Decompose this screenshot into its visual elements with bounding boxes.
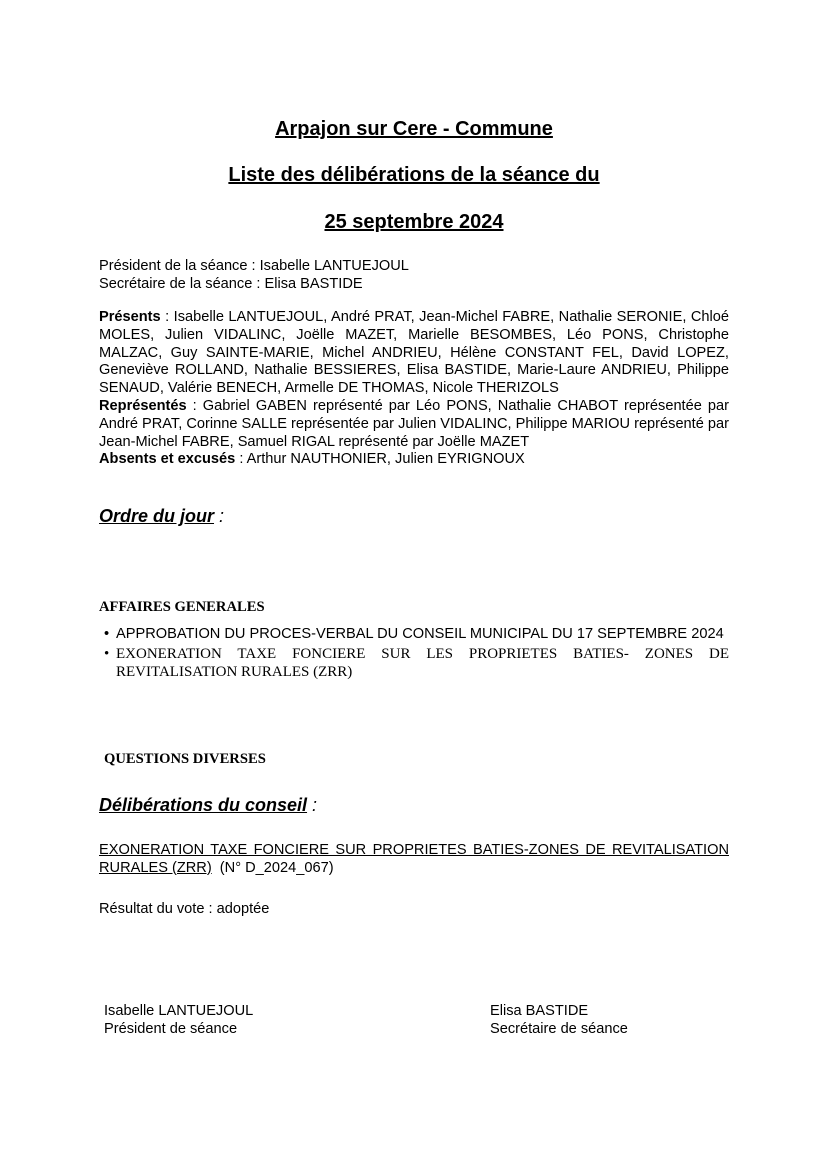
agenda-heading-label: Ordre du jour (99, 506, 215, 526)
absent-list: : Arthur NAUTHONIER, Julien EYRIGNOUX (235, 451, 525, 468)
agenda-heading (99, 505, 224, 527)
agenda-item-text: EXONERATION TAXE FONCIERE SUR LES PROPRIETES BATIES- ZONES DE REVITALISATION RURALES (ZRR) (116, 646, 729, 680)
signature-left-name: Isabelle LANTUEJOUL (104, 1003, 254, 1019)
presents-list: : Isabelle LANTUEJOUL, André PRAT, Jean-Michel FABRE, Nathalie SERONIE, Chloé MOLES, Julien VIDALINC, Joëlle MAZET, Marielle BESOMBES, Léo PONS, Christophe MALZAC, Guy SAINTE-MARIE, Michel ANDRIEU, Hélène CONSTANT FEL, David LOPEZ, Geneviève ROLLAND, Nathalie BESSIERES, Elisa BASTIDE, Marie-Laure ANDRIEU, Philippe SENAUD, Valérie BENECH, Armelle DE THOMAS, Nicole THERIZOLS (99, 309, 729, 397)
absent-paragraph (99, 451, 729, 469)
signature-right (490, 1002, 628, 1038)
signature-left-role: Président de séance (104, 1021, 238, 1037)
absent-label: Absents et excusés (99, 451, 236, 468)
agenda-section-general: AFFAIRES GENERALES (99, 599, 265, 615)
document-subtitle: Liste des délibérations de la séance du (228, 164, 600, 186)
vote-result: Résultat du vote : adoptée (99, 901, 270, 917)
signature-right-name: Elisa BASTIDE (490, 1003, 589, 1019)
agenda-section-misc: QUESTIONS DIVERSES (104, 751, 266, 767)
attendance-block (99, 309, 729, 469)
presents-paragraph (99, 309, 729, 398)
represented-label: Représentés (99, 397, 187, 414)
bullet-icon: • (104, 646, 110, 662)
session-date: 25 septembre 2024 (324, 211, 504, 233)
deliberations-heading-label: Délibérations du conseil (99, 795, 308, 815)
agenda-item-text: APPROBATION DU PROCES-VERBAL DU CONSEIL MUNICIPAL DU 17 SEPTEMBRE 2024 (116, 626, 724, 642)
deliberation-title: EXONERATION TAXE FONCIERE SUR PROPRIETES BATIES-ZONES DE REVITALISATION RURALES (ZRR) (99, 842, 729, 876)
list-item (104, 626, 729, 643)
agenda-heading-suffix: : (214, 506, 225, 526)
president-line: Président de la séance : Isabelle LANTUEJOUL (99, 258, 409, 274)
signature-left (104, 1002, 253, 1038)
agenda-list (104, 626, 729, 681)
list-item (104, 645, 729, 681)
presents-label: Présents (99, 309, 161, 325)
secretary-line: Secrétaire de la séance : Elisa BASTIDE (99, 275, 363, 292)
session-officers (99, 258, 729, 294)
represented-list: : Gabriel GABEN représenté par Léo PONS, Nathalie CHABOT représentée par André PRAT, Corinne SALLE représentée par Julien VIDALINC, Philippe MARIOU représenté par Jean-Michel FABRE, Samuel RIGAL représenté par Joëlle MAZET (99, 397, 729, 450)
deliberation-reference: (N° D_2024_067) (211, 859, 334, 876)
document-title: Arpajon sur Cere - Commune (275, 118, 553, 140)
signature-right-role: Secrétaire de séance (490, 1021, 628, 1037)
deliberations-heading (99, 794, 317, 816)
deliberations-heading-suffix: : (307, 795, 318, 815)
represented-paragraph (99, 398, 729, 451)
deliberation-item (99, 842, 729, 878)
bullet-icon: • (104, 626, 110, 642)
